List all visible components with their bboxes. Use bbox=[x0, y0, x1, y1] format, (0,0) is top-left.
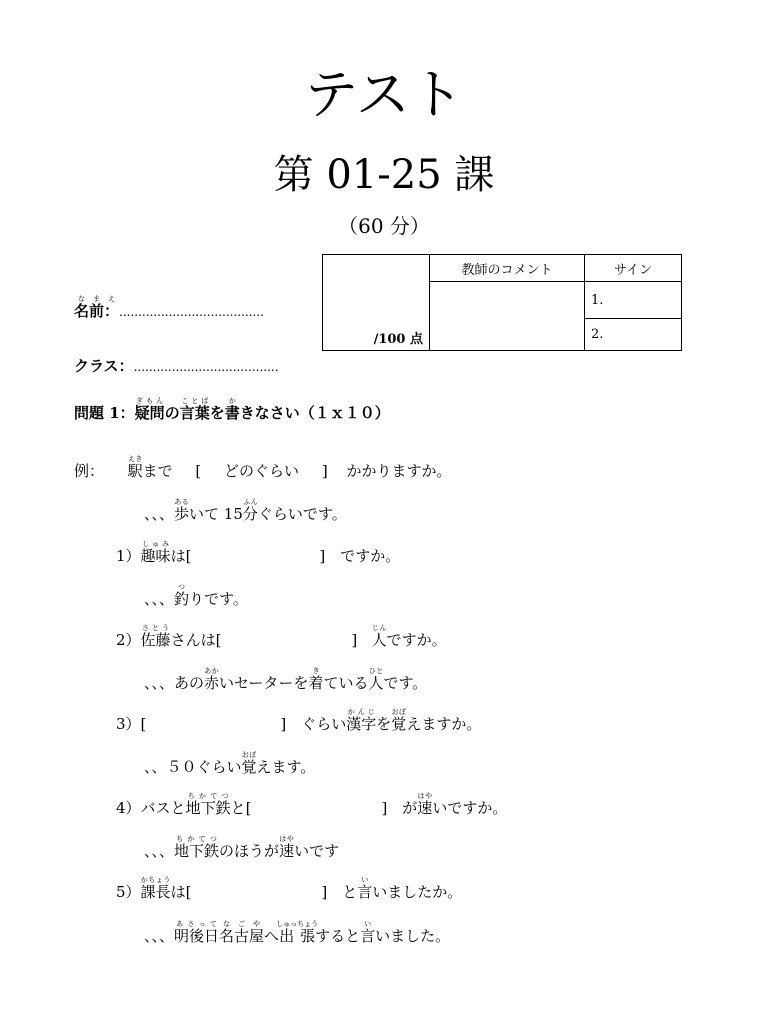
problem-title: 問題 1：疑問ぎもんの言葉ことばを書かきなさい（１ｘ１０） bbox=[74, 397, 390, 422]
question-2: 2）佐藤さとうさんは[ ] 人じんですか。 bbox=[116, 624, 447, 649]
question-1: 1）趣味しゅみは[ ] ですか。 bbox=[116, 540, 401, 565]
example-answer: どのぐらい bbox=[224, 462, 300, 480]
question-5: 5）課長かちょうは[ ] と言いいましたか。 bbox=[116, 876, 463, 901]
name-ruby: なまえ bbox=[74, 295, 120, 303]
name-dots: ...................................... bbox=[119, 305, 264, 319]
answer-line-5: 、、、明後日あさって名古屋なごやへ出張しゅっちょうすると言いいました。 bbox=[144, 920, 451, 945]
sign-cell-2[interactable]: 2. bbox=[585, 319, 682, 351]
class-label: クラス： bbox=[74, 357, 134, 375]
answer-line-4: 、、、地下鉄ちかてつのほうが速はやいです bbox=[144, 835, 340, 860]
name-field[interactable] bbox=[74, 295, 264, 321]
example-answer-line: 、、、歩あるいて 15分ふんぐらいです。 bbox=[144, 498, 347, 523]
score-table bbox=[322, 254, 682, 351]
answer-line-1: 、、、釣つりです。 bbox=[144, 583, 248, 608]
answer-line-2: 、、、あの赤あかいセーターを着きている人ひとです。 bbox=[144, 667, 428, 692]
comment-cell[interactable] bbox=[430, 282, 585, 351]
answer-line-3: 、、５０ぐらい覚おぼえます。 bbox=[144, 751, 316, 776]
lesson-title: 第 01-25 課 bbox=[273, 152, 495, 198]
sign-header: サイン bbox=[585, 255, 682, 282]
question-3: 3）[ ] ぐらい漢字かんじを覚おぼえますか。 bbox=[116, 708, 482, 733]
class-field[interactable] bbox=[74, 355, 279, 376]
class-dots: ...................................... bbox=[133, 360, 279, 374]
example-question: 例： 駅えきまで [ どのぐらい ] かかりますか。 bbox=[74, 455, 452, 480]
question-4: 4）バスと地下鉄ちかてつと[ ] が速はやいですか。 bbox=[116, 792, 508, 817]
comment-header: 教師のコメント bbox=[430, 255, 585, 282]
page-title: テスト bbox=[304, 63, 464, 126]
duration-label: （60 分） bbox=[338, 214, 430, 238]
sign-cell-1[interactable]: 1. bbox=[585, 282, 682, 319]
score-cell[interactable]: /100 点 bbox=[323, 255, 430, 351]
name-label: 名前： bbox=[74, 302, 120, 320]
